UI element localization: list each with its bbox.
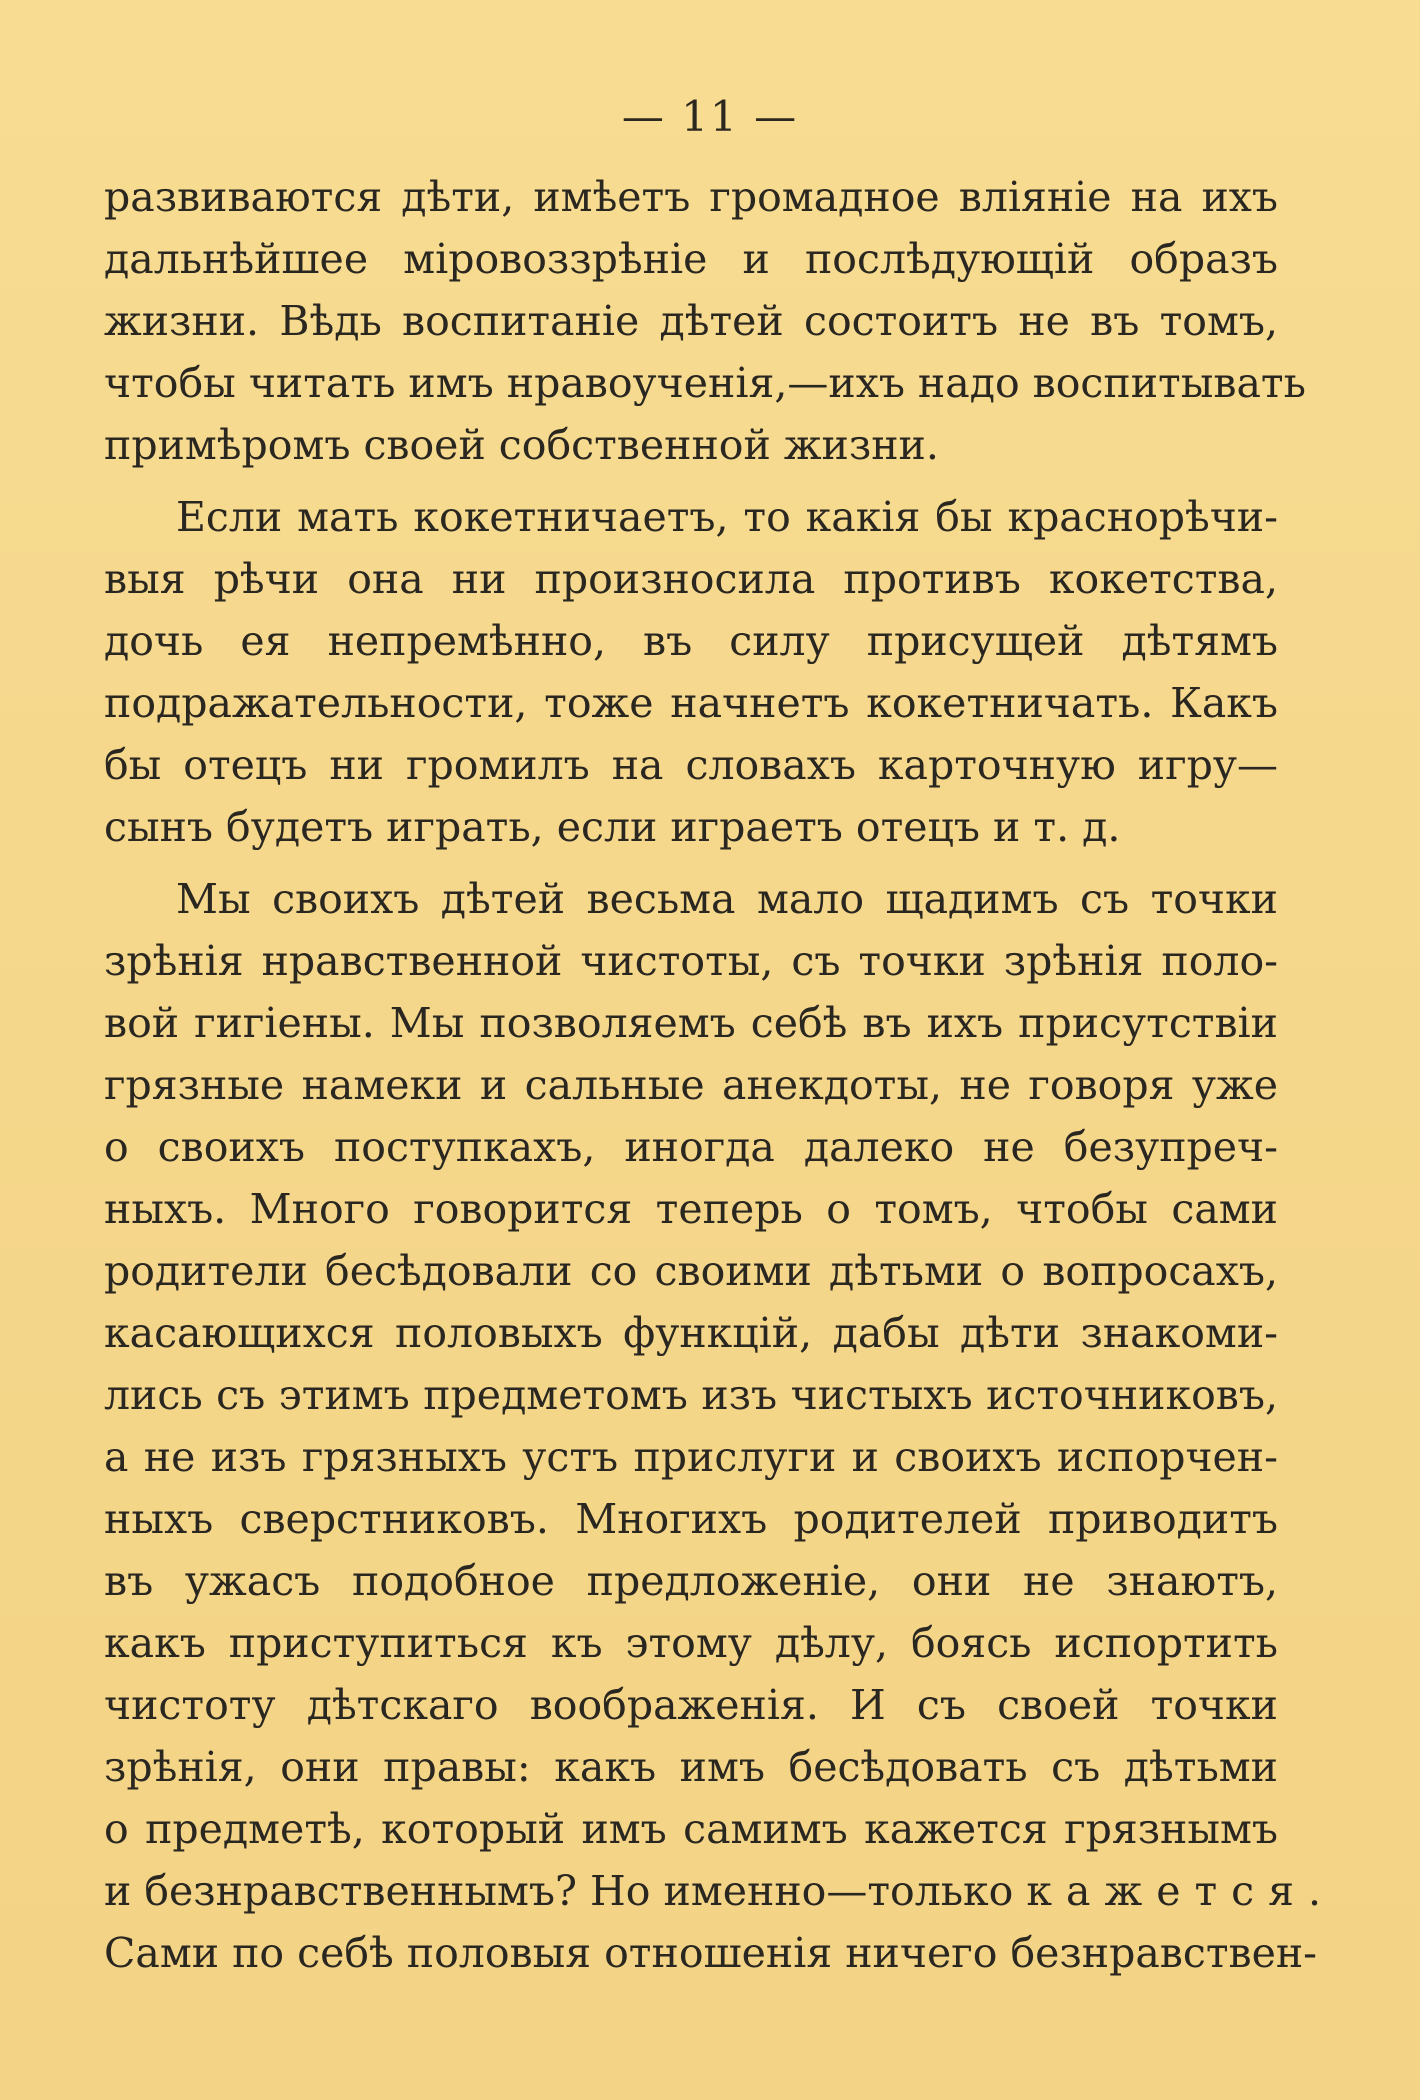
text-line: а не изъ грязныхъ устъ прислуги и своихъ испорчен- — [104, 1433, 1278, 1481]
body-text — [104, 166, 1335, 1984]
text-line: ныхъ сверстниковъ. Многихъ родителей приводитъ — [104, 1495, 1278, 1543]
paragraph-3 — [104, 868, 1335, 1984]
text-line: грязные намеки и сальные анекдоты, не говоря уже — [104, 1061, 1278, 1109]
text-line: примѣромъ своей собственной жизни. — [104, 421, 939, 469]
text-line: выя рѣчи она ни произносила противъ кокетства, — [104, 555, 1278, 603]
text-line: ныхъ. Много говорится теперь о томъ, чтобы сами — [104, 1185, 1278, 1233]
spaced-emphasis: кажется. — [1026, 1867, 1335, 1915]
text-line: подражательности, тоже начнетъ кокетничать. Какъ — [104, 679, 1278, 727]
text-line: чтобы читать имъ нравоученія,—ихъ надо воспитывать — [104, 359, 1306, 407]
text-line: Сами по себѣ половыя отношенія ничего безнравствен- — [104, 1929, 1318, 1977]
text-line: въ ужасъ подобное предложеніе, они не знаютъ, — [104, 1557, 1278, 1605]
text-line: зрѣнія, они правы: какъ имъ бесѣдовать съ дѣтьми — [104, 1743, 1278, 1791]
text-line: развиваются дѣти, имѣетъ громадное вліяніе на ихъ — [104, 173, 1278, 221]
text-line: родители бесѣдовали со своими дѣтьми о вопросахъ, — [104, 1247, 1278, 1295]
text-line: сынъ будетъ играть, если играетъ отецъ и т. д. — [104, 803, 1121, 851]
text-line: чистоту дѣтскаго воображенія. И съ своей точки — [104, 1681, 1278, 1729]
text-line — [104, 1860, 1335, 1922]
text-line: лись съ этимъ предметомъ изъ чистыхъ источниковъ, — [104, 1371, 1278, 1419]
text-line: жизни. Вѣдь воспитаніе дѣтей состоитъ не въ томъ, — [104, 297, 1278, 345]
text-line: Если мать кокетничаетъ, то какія бы краснорѣчи- — [176, 493, 1278, 541]
text-line-start: и безнравственнымъ? Но именно—только — [104, 1867, 1027, 1915]
text-line: дочь ея непремѣнно, въ силу присущей дѣтямъ — [104, 617, 1278, 665]
page-number: — 11 — — [621, 92, 799, 141]
text-line: какъ приступиться къ этому дѣлу, боясь испортить — [104, 1619, 1278, 1667]
text-line: о своихъ поступкахъ, иногда далеко не безупреч- — [104, 1123, 1278, 1171]
text-line: о предметѣ, который имъ самимъ кажется грязнымъ — [104, 1805, 1278, 1853]
text-line: зрѣнія нравственной чистоты, съ точки зрѣнія поло- — [104, 937, 1278, 985]
text-line: бы отецъ ни громилъ на словахъ карточную игру— — [104, 741, 1278, 789]
text-line: Мы своихъ дѣтей весьма мало щадимъ съ точки — [176, 875, 1278, 923]
text-line: касающихся половыхъ функцій, дабы дѣти знакоми- — [104, 1309, 1278, 1357]
paragraph-2 — [104, 486, 1278, 858]
paragraph-1 — [104, 166, 1306, 476]
text-line: дальнѣйшее міровоззрѣніе и послѣдующій образъ — [104, 235, 1278, 283]
text-line: вой гигіены. Мы позволяемъ себѣ въ ихъ присутствіи — [104, 999, 1278, 1047]
